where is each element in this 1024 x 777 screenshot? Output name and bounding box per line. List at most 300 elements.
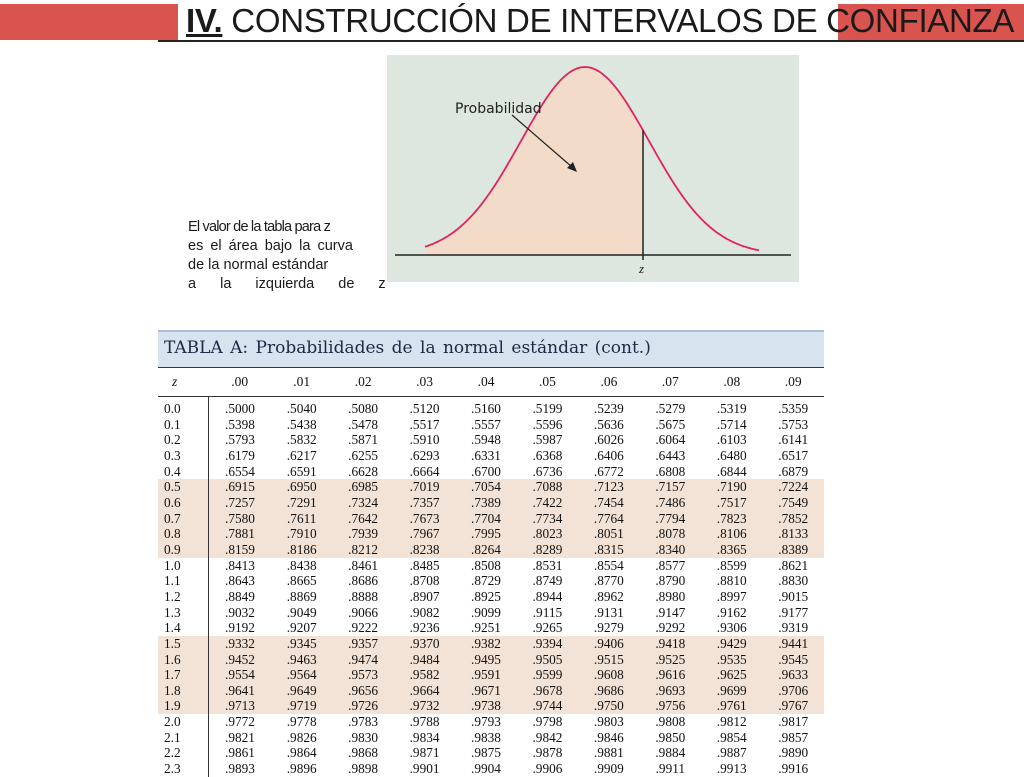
probability-cell: .9834 <box>409 729 440 745</box>
table-row <box>158 573 824 589</box>
table-row <box>158 479 824 495</box>
probability-cell: .9429 <box>701 636 762 652</box>
probability-cell: .6736 <box>532 463 563 479</box>
probability-cell: .9713 <box>209 698 271 714</box>
probability-cell: .9846 <box>593 729 624 745</box>
probability-cell: .9864 <box>286 745 317 761</box>
table-row <box>158 730 824 746</box>
probability-cell: .5040 <box>286 401 317 416</box>
z-value-cell: 0.2 <box>158 432 209 448</box>
table-row <box>158 667 824 683</box>
probability-cell: .9906 <box>532 761 563 777</box>
z-value-cell: 1.7 <box>158 667 209 683</box>
probability-cell: .5871 <box>348 432 379 448</box>
column-header: .07 <box>640 368 701 397</box>
probability-cell: .9842 <box>532 729 563 745</box>
z-value-cell: 1.9 <box>158 698 209 714</box>
table-row <box>158 605 824 621</box>
table-row <box>158 417 824 433</box>
probability-cell: .9871 <box>409 745 440 761</box>
z-value-cell: 0.5 <box>158 479 209 495</box>
probability-cell: .8078 <box>640 526 701 542</box>
probability-cell: .9664 <box>394 683 455 699</box>
probability-cell: .9452 <box>209 652 271 668</box>
probability-cell: .9767 <box>762 698 824 714</box>
probability-cell: .8599 <box>716 557 747 573</box>
probability-cell: .9861 <box>225 745 255 761</box>
table-row <box>158 698 824 714</box>
table-title: TABLA A: Probabilidades de la normal estándar (cont.) <box>158 330 824 367</box>
table-header-row <box>158 368 824 397</box>
table-row <box>158 683 824 699</box>
probability-cell: .9525 <box>640 652 701 668</box>
probability-cell: .9726 <box>332 698 393 714</box>
probability-cell: .9545 <box>762 652 824 668</box>
probability-cell: .9131 <box>593 604 624 620</box>
probability-cell: .9857 <box>778 729 809 745</box>
probability-cell: .9812 <box>716 714 747 730</box>
probability-cell: .9319 <box>778 620 809 636</box>
probability-cell: .8212 <box>332 542 393 558</box>
probability-cell: .8790 <box>655 573 686 589</box>
probability-cell: .9474 <box>332 652 393 668</box>
probability-cell: .9881 <box>593 745 624 761</box>
probability-cell: .8907 <box>409 588 440 604</box>
probability-cell: .9251 <box>471 620 501 636</box>
probability-cell: .6331 <box>471 447 501 463</box>
probability-cell: .7673 <box>394 511 455 527</box>
z-value-cell: 1.1 <box>158 573 209 589</box>
probability-cell: .9830 <box>348 729 379 745</box>
probability-cell: .9641 <box>209 683 271 699</box>
probability-cell: .6179 <box>225 447 255 463</box>
probability-cell: .6915 <box>209 479 271 495</box>
probability-cell: .9887 <box>716 745 747 761</box>
table-row <box>158 526 824 542</box>
probability-cell: .9306 <box>716 620 747 636</box>
probability-cell: .8925 <box>471 588 501 604</box>
probability-cell: .6217 <box>286 447 317 463</box>
probability-cell: .8729 <box>471 573 501 589</box>
probability-cell: .9582 <box>394 667 455 683</box>
probability-cell: .8264 <box>455 542 516 558</box>
probability-cell: .9564 <box>271 667 332 683</box>
probability-cell: .7257 <box>209 495 271 511</box>
column-header: .01 <box>271 368 332 397</box>
z-value-cell: 0.8 <box>158 526 209 542</box>
table-row <box>158 714 824 730</box>
probability-cell: .9441 <box>762 636 824 652</box>
title-label: CONSTRUCCIÓN DE INTERVALOS DE CONFIANZA <box>222 2 1015 39</box>
probability-cell: .9495 <box>455 652 516 668</box>
probability-cell: .5398 <box>225 416 255 432</box>
probability-cell: .9236 <box>409 620 440 636</box>
probability-cell: .8238 <box>394 542 455 558</box>
z-value-cell: 0.6 <box>158 495 209 511</box>
probability-cell: .9916 <box>778 761 809 777</box>
probability-cell: .8686 <box>348 573 379 589</box>
probability-cell: .5832 <box>286 432 317 448</box>
probability-cell: .7881 <box>209 526 271 542</box>
probability-cell: .9505 <box>517 652 578 668</box>
column-header: .08 <box>701 368 762 397</box>
probability-cell: .9890 <box>778 745 809 761</box>
probability-cell: .9878 <box>532 745 563 761</box>
z-value-cell: 0.9 <box>158 542 209 558</box>
z-value-cell: 1.6 <box>158 652 209 668</box>
probability-cell: .7764 <box>578 511 639 527</box>
probability-cell: .9616 <box>640 667 701 683</box>
z-value-cell: 2.1 <box>158 730 209 746</box>
probability-cell: .8830 <box>778 573 809 589</box>
probability-cell: .8810 <box>716 573 747 589</box>
probability-cell: .9854 <box>716 729 747 745</box>
probability-cell: .9744 <box>517 698 578 714</box>
column-header: .09 <box>762 368 824 397</box>
probability-cell: .9808 <box>655 714 686 730</box>
probability-cell: .8869 <box>286 588 317 604</box>
probability-cell: .9279 <box>593 620 624 636</box>
probability-cell: .8289 <box>517 542 578 558</box>
probability-cell: .9370 <box>394 636 455 652</box>
probability-cell: .7324 <box>332 495 393 511</box>
probability-cell: .9292 <box>655 620 686 636</box>
probability-cell: .6293 <box>409 447 440 463</box>
probability-cell: .9898 <box>348 761 379 777</box>
probability-cell: .5279 <box>655 401 686 416</box>
probability-cell: .9192 <box>225 620 255 636</box>
probability-cell: .9793 <box>471 714 501 730</box>
probability-cell: .9732 <box>394 698 455 714</box>
z-value-cell: 1.5 <box>158 636 209 652</box>
probability-cell: .8508 <box>471 557 501 573</box>
probability-cell: .8643 <box>225 573 255 589</box>
z-value-cell: 0.7 <box>158 511 209 527</box>
probability-cell: .9896 <box>286 761 317 777</box>
probability-cell: .9772 <box>225 714 255 730</box>
probability-cell: .5478 <box>348 416 379 432</box>
probability-cell: .9803 <box>593 714 624 730</box>
probability-cell: .9049 <box>286 604 317 620</box>
probability-cell: .6141 <box>778 432 809 448</box>
probability-cell: .9147 <box>655 604 686 620</box>
probability-cell: .5199 <box>532 401 563 416</box>
probability-cell: .8159 <box>209 542 271 558</box>
probability-cell: .9032 <box>225 604 255 620</box>
probability-cell: .9821 <box>225 729 255 745</box>
probability-cell: .5359 <box>778 401 809 416</box>
probability-cell: .6808 <box>655 463 686 479</box>
probability-cell: .9706 <box>762 683 824 699</box>
probability-cell: .6664 <box>409 463 440 479</box>
probability-cell: .6480 <box>716 447 747 463</box>
probability-cell: .9901 <box>409 761 440 777</box>
probability-cell: .6026 <box>593 432 624 448</box>
probability-cell: .9463 <box>271 652 332 668</box>
probability-cell: .9909 <box>593 761 624 777</box>
probability-cell: .8461 <box>348 557 379 573</box>
z-value-cell: 1.8 <box>158 683 209 699</box>
probability-cell: .9082 <box>409 604 440 620</box>
probability-cell: .8438 <box>286 557 317 573</box>
probability-cell: .5948 <box>471 432 501 448</box>
probability-cell: .7549 <box>762 495 824 511</box>
probability-cell: .6064 <box>655 432 686 448</box>
probability-cell: .5793 <box>225 432 255 448</box>
probability-cell: .5438 <box>286 416 317 432</box>
note-line-4: a la izquierda de z <box>188 276 386 292</box>
normal-curve-svg <box>387 55 799 282</box>
probability-cell: .6517 <box>778 447 809 463</box>
z-column-header: z <box>158 368 209 397</box>
probability-cell: .9761 <box>701 698 762 714</box>
probability-cell: .9788 <box>409 714 440 730</box>
probability-cell: .7852 <box>762 511 824 527</box>
probability-cell: .7939 <box>332 526 393 542</box>
probability-cell: .8340 <box>640 542 701 558</box>
left-tail-area <box>425 67 643 255</box>
table-row <box>158 511 824 527</box>
probability-cell: .9573 <box>332 667 393 683</box>
z-value-cell: 0.1 <box>158 417 209 433</box>
probability-label: Probabilidad <box>455 101 542 117</box>
probability-cell: .8315 <box>578 542 639 558</box>
probability-cell: .9798 <box>532 714 563 730</box>
probability-cell: .8849 <box>225 588 255 604</box>
probability-cell: .7967 <box>394 526 455 542</box>
probability-cell: .6950 <box>271 479 332 495</box>
probability-cell: .9406 <box>578 636 639 652</box>
probability-cell: .9838 <box>471 729 501 745</box>
probability-cell: .8749 <box>532 573 563 589</box>
probability-cell: .8531 <box>532 557 563 573</box>
note-line-3: de la normal estándar <box>188 257 329 273</box>
probability-cell: .9850 <box>655 729 686 745</box>
probability-cell: .7190 <box>701 479 762 495</box>
table-row <box>158 745 824 761</box>
probability-cell: .8962 <box>593 588 624 604</box>
probability-cell: .9115 <box>532 604 563 620</box>
probability-cell: .8997 <box>716 588 747 604</box>
probability-cell: .9904 <box>471 761 501 777</box>
probability-cell: .6628 <box>348 463 379 479</box>
probability-cell: .6772 <box>593 463 624 479</box>
probability-cell: .9345 <box>271 636 332 652</box>
probability-cell: .7580 <box>209 511 271 527</box>
probability-cell: .8665 <box>286 573 317 589</box>
probability-cell: .5080 <box>348 401 379 416</box>
probability-cell: .8980 <box>655 588 686 604</box>
probability-cell: .8944 <box>532 588 563 604</box>
z-table <box>158 367 824 777</box>
table-row <box>158 761 824 777</box>
probability-cell: .5987 <box>532 432 563 448</box>
probability-cell: .9656 <box>332 683 393 699</box>
table-row <box>158 432 824 448</box>
probability-cell: .8051 <box>578 526 639 542</box>
probability-cell: .7357 <box>394 495 455 511</box>
probability-cell: .6985 <box>332 479 393 495</box>
z-value-cell: 0.3 <box>158 448 209 464</box>
probability-cell: .6443 <box>655 447 686 463</box>
probability-cell: .8770 <box>593 573 624 589</box>
column-header: .00 <box>209 368 271 397</box>
probability-cell: .7454 <box>578 495 639 511</box>
probability-cell: .8365 <box>701 542 762 558</box>
probability-cell: .9678 <box>517 683 578 699</box>
probability-cell: .8485 <box>409 557 440 573</box>
probability-cell: .9382 <box>455 636 516 652</box>
probability-cell: .7642 <box>332 511 393 527</box>
table-row <box>158 636 824 652</box>
probability-cell: .9554 <box>209 667 271 683</box>
probability-cell: .6591 <box>286 463 317 479</box>
z-value-cell: 1.4 <box>158 620 209 636</box>
probability-cell: .9394 <box>517 636 578 652</box>
probability-cell: .7088 <box>517 479 578 495</box>
probability-cell: .9783 <box>348 714 379 730</box>
probability-cell: .7389 <box>455 495 516 511</box>
probability-cell: .5675 <box>655 416 686 432</box>
z-table-container <box>158 330 824 777</box>
note-line-2: es el área bajo la curva <box>188 238 353 254</box>
probability-cell: .8413 <box>225 557 255 573</box>
probability-cell: .8186 <box>271 542 332 558</box>
probability-cell: .9177 <box>778 604 809 620</box>
probability-cell: .9884 <box>655 745 686 761</box>
probability-cell: .9693 <box>640 683 701 699</box>
table-explanation-note <box>188 218 384 294</box>
probability-cell: .9875 <box>471 745 501 761</box>
probability-cell: .9265 <box>532 620 563 636</box>
probability-cell: .8106 <box>701 526 762 542</box>
probability-cell: .8023 <box>517 526 578 542</box>
probability-cell: .9207 <box>286 620 317 636</box>
probability-cell: .9484 <box>394 652 455 668</box>
title-number: IV. <box>186 2 223 39</box>
probability-cell: .9913 <box>716 761 747 777</box>
probability-cell: .9535 <box>701 652 762 668</box>
probability-cell: .5239 <box>593 401 624 416</box>
z-value-cell: 1.3 <box>158 605 209 621</box>
probability-cell: .5000 <box>225 401 255 416</box>
z-value-cell: 1.2 <box>158 589 209 605</box>
probability-cell: .9066 <box>348 604 379 620</box>
probability-cell: .9738 <box>455 698 516 714</box>
probability-cell: .9332 <box>209 636 271 652</box>
probability-cell: .5557 <box>471 416 501 432</box>
probability-cell: .7704 <box>455 511 516 527</box>
probability-cell: .6844 <box>716 463 747 479</box>
probability-cell: .8621 <box>778 557 809 573</box>
probability-cell: .9357 <box>332 636 393 652</box>
probability-cell: .9515 <box>578 652 639 668</box>
z-value-cell: 2.2 <box>158 745 209 761</box>
probability-cell: .9608 <box>578 667 639 683</box>
probability-cell: .9625 <box>701 667 762 683</box>
probability-cell: .5753 <box>778 416 809 432</box>
probability-cell: .5636 <box>593 416 624 432</box>
probability-cell: .7823 <box>701 511 762 527</box>
probability-cell: .9893 <box>225 761 255 777</box>
probability-cell: .9015 <box>778 588 809 604</box>
z-value-cell: 2.0 <box>158 714 209 730</box>
table-row <box>158 589 824 605</box>
probability-cell: .8888 <box>348 588 379 604</box>
probability-cell: .6255 <box>348 447 379 463</box>
probability-cell: .9591 <box>455 667 516 683</box>
table-row <box>158 558 824 574</box>
probability-cell: .9671 <box>455 683 516 699</box>
column-header: .02 <box>332 368 393 397</box>
probability-cell: .6879 <box>778 463 809 479</box>
probability-cell: .6554 <box>225 463 255 479</box>
probability-cell: .5596 <box>532 416 563 432</box>
table-row <box>158 464 824 480</box>
z-label: z <box>639 261 645 276</box>
probability-cell: .5160 <box>471 401 501 416</box>
z-value-cell: 2.3 <box>158 761 209 777</box>
probability-cell: .5714 <box>716 416 747 432</box>
probability-cell: .6406 <box>593 447 624 463</box>
probability-cell: .5910 <box>409 432 440 448</box>
probability-cell: .7291 <box>271 495 332 511</box>
probability-cell: .8708 <box>409 573 440 589</box>
probability-cell: .9699 <box>701 683 762 699</box>
normal-curve-figure <box>387 55 799 282</box>
probability-cell: .9099 <box>471 604 501 620</box>
probability-cell: .6700 <box>471 463 501 479</box>
z-value-cell: 0.4 <box>158 464 209 480</box>
probability-cell: .8389 <box>762 542 824 558</box>
title-banner <box>0 0 1024 42</box>
probability-cell: .7995 <box>455 526 516 542</box>
probability-cell: .9719 <box>271 698 332 714</box>
probability-cell: .8133 <box>762 526 824 542</box>
probability-cell: .7611 <box>271 511 332 527</box>
probability-cell: .9686 <box>578 683 639 699</box>
table-row <box>158 397 824 417</box>
probability-cell: .7734 <box>517 511 578 527</box>
probability-cell: .9649 <box>271 683 332 699</box>
probability-cell: .7517 <box>701 495 762 511</box>
probability-cell: .9778 <box>286 714 317 730</box>
probability-cell: .7422 <box>517 495 578 511</box>
probability-cell: .7486 <box>640 495 701 511</box>
probability-cell: .9750 <box>578 698 639 714</box>
probability-cell: .9817 <box>778 714 809 730</box>
table-row <box>158 495 824 511</box>
column-header: .03 <box>394 368 455 397</box>
probability-cell: .9599 <box>517 667 578 683</box>
probability-cell: .7910 <box>271 526 332 542</box>
table-row <box>158 448 824 464</box>
probability-cell: .9756 <box>640 698 701 714</box>
z-value-cell: 0.0 <box>158 397 209 417</box>
column-header: .06 <box>578 368 639 397</box>
probability-cell: .9911 <box>655 761 686 777</box>
probability-cell: .7054 <box>455 479 516 495</box>
probability-cell: .9633 <box>762 667 824 683</box>
note-line-1: El valor de la tabla para z <box>188 219 331 235</box>
probability-cell: .9868 <box>348 745 379 761</box>
probability-cell: .7794 <box>640 511 701 527</box>
column-header: .04 <box>455 368 516 397</box>
page-title <box>186 0 1014 42</box>
probability-cell: .7123 <box>578 479 639 495</box>
probability-cell: .6368 <box>532 447 563 463</box>
probability-cell: .9418 <box>640 636 701 652</box>
